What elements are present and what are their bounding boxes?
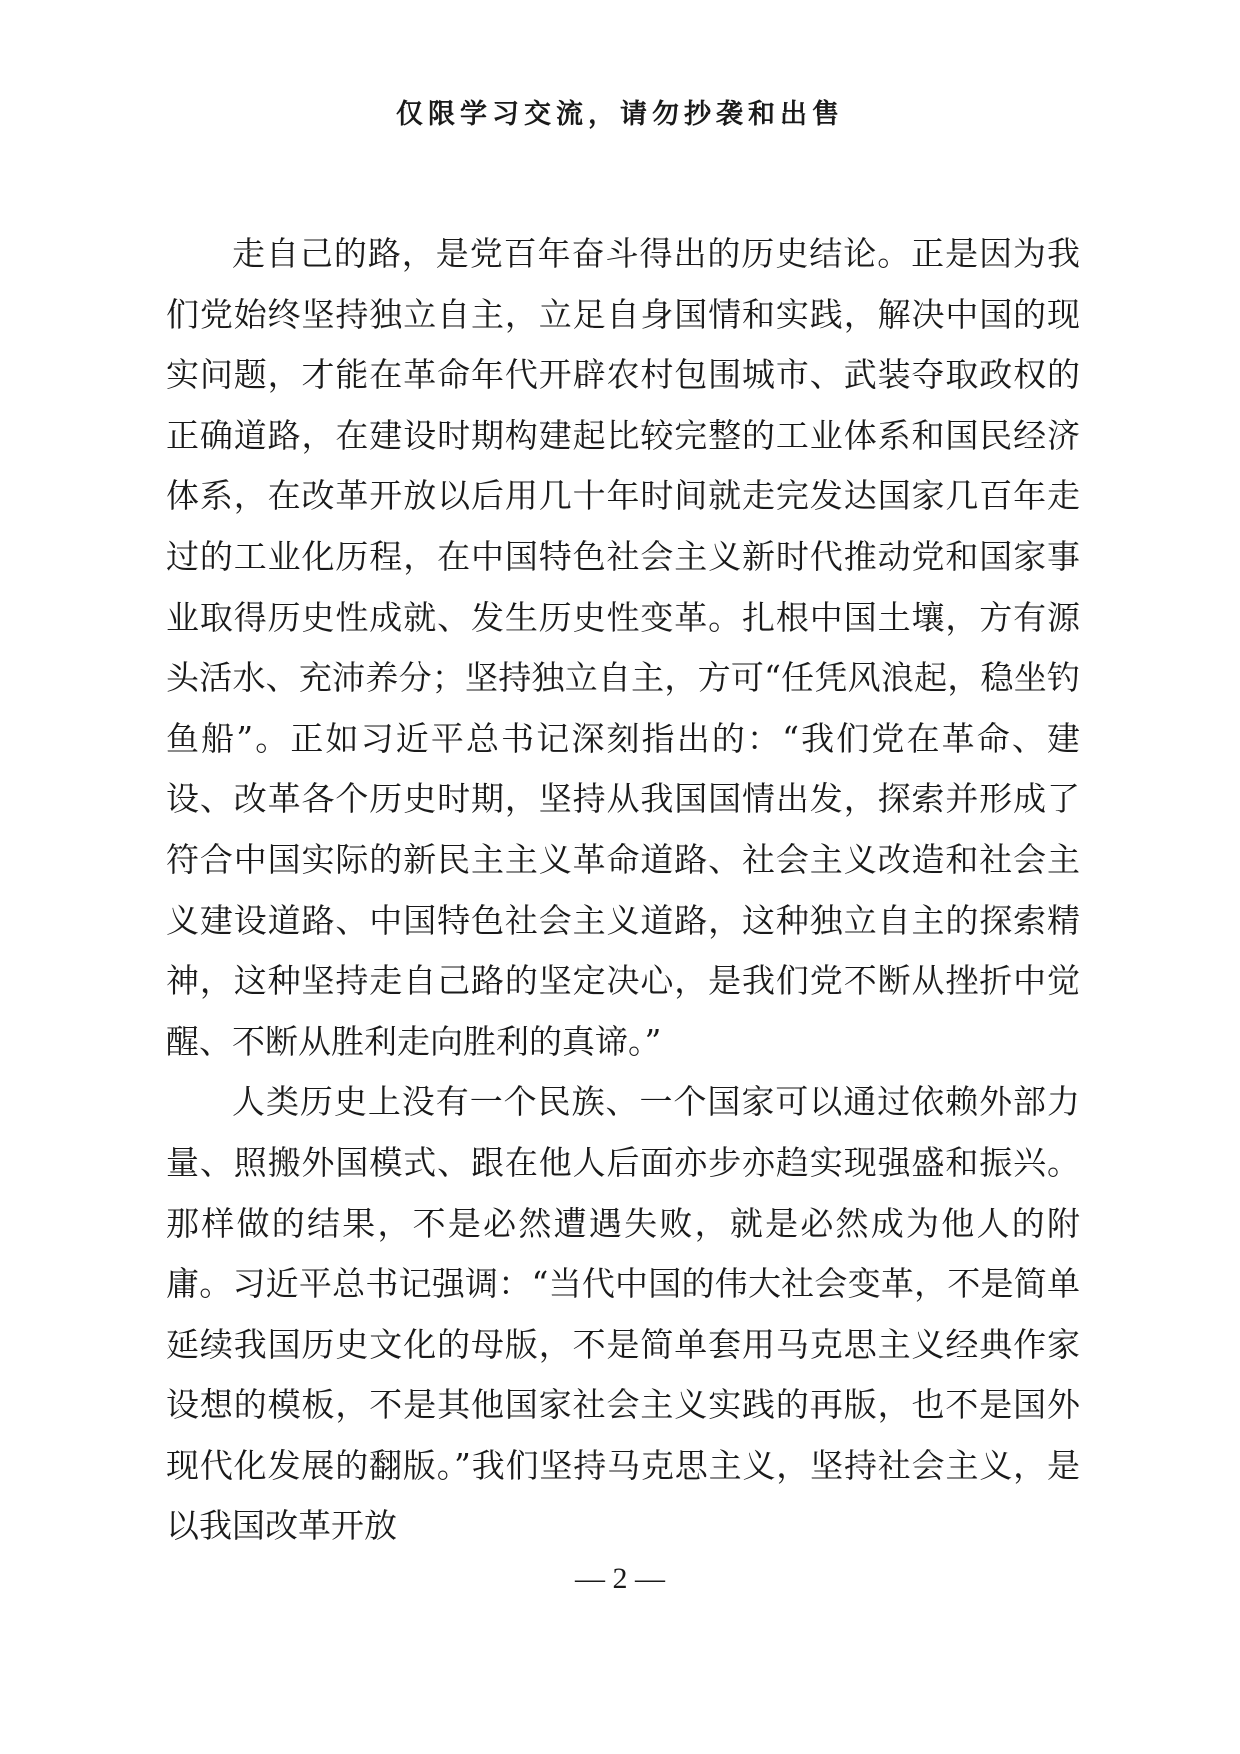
paragraph-2: 人类历史上没有一个民族、一个国家可以通过依赖外部力量、照搬外国模式、跟在他人后面亦步亦趋实现强盛和振兴。那样做的结果，不是必然遭遇失败，就是必然成为他人的附庸。习近平总书记强调：“当代中国的伟大社会变革，不是简单延续我国历史文化的母版，不是简单套用马克思主义经典作家设想的模板，不是其他国家社会主义实践的再版，也不是国外现代化发展的翻版。”我们坚持马克思主义，坚持社会主义，是以我国改革开放 bbox=[166, 1082, 1080, 1546]
header-notice: 仅限学习交流，请勿抄袭和出售 bbox=[396, 99, 844, 130]
paragraph-1: 走自己的路，是党百年奋斗得出的历史结论。正是因为我们党始终坚持独立自主，立足自身国情和实践，解决中国的现实问题，才能在革命年代开辟农村包围城市、武装夺取政权的正确道路，在建设时期构建起比较完整的工业体系和国民经济体系，在改革开放以后用几十年时间就走完发达国家几百年走过的工业化历程，在中国特色社会主义新时代推动党和国家事业取得历史性成就、发生历史性变革。扎根中国土壤，方有源头活水、充沛养分；坚持独立自主，方可“任凭风浪起，稳坐钓鱼船”。正如习近平总书记深刻指出的：“我们党在革命、建设、改革各个历史时期，坚持从我国国情出发，探索并形成了符合中国实际的新民主主义革命道路、社会主义改造和社会主义建设道路、中国特色社会主义道路，这种独立自主的探索精神，这种坚持走自己路的坚定决心，是我们党不断从挫折中觉醒、不断从胜利走向胜利的真谛。” bbox=[166, 234, 1080, 1061]
document-body bbox=[166, 224, 1080, 1557]
page-number: — 2 — bbox=[575, 1562, 665, 1595]
